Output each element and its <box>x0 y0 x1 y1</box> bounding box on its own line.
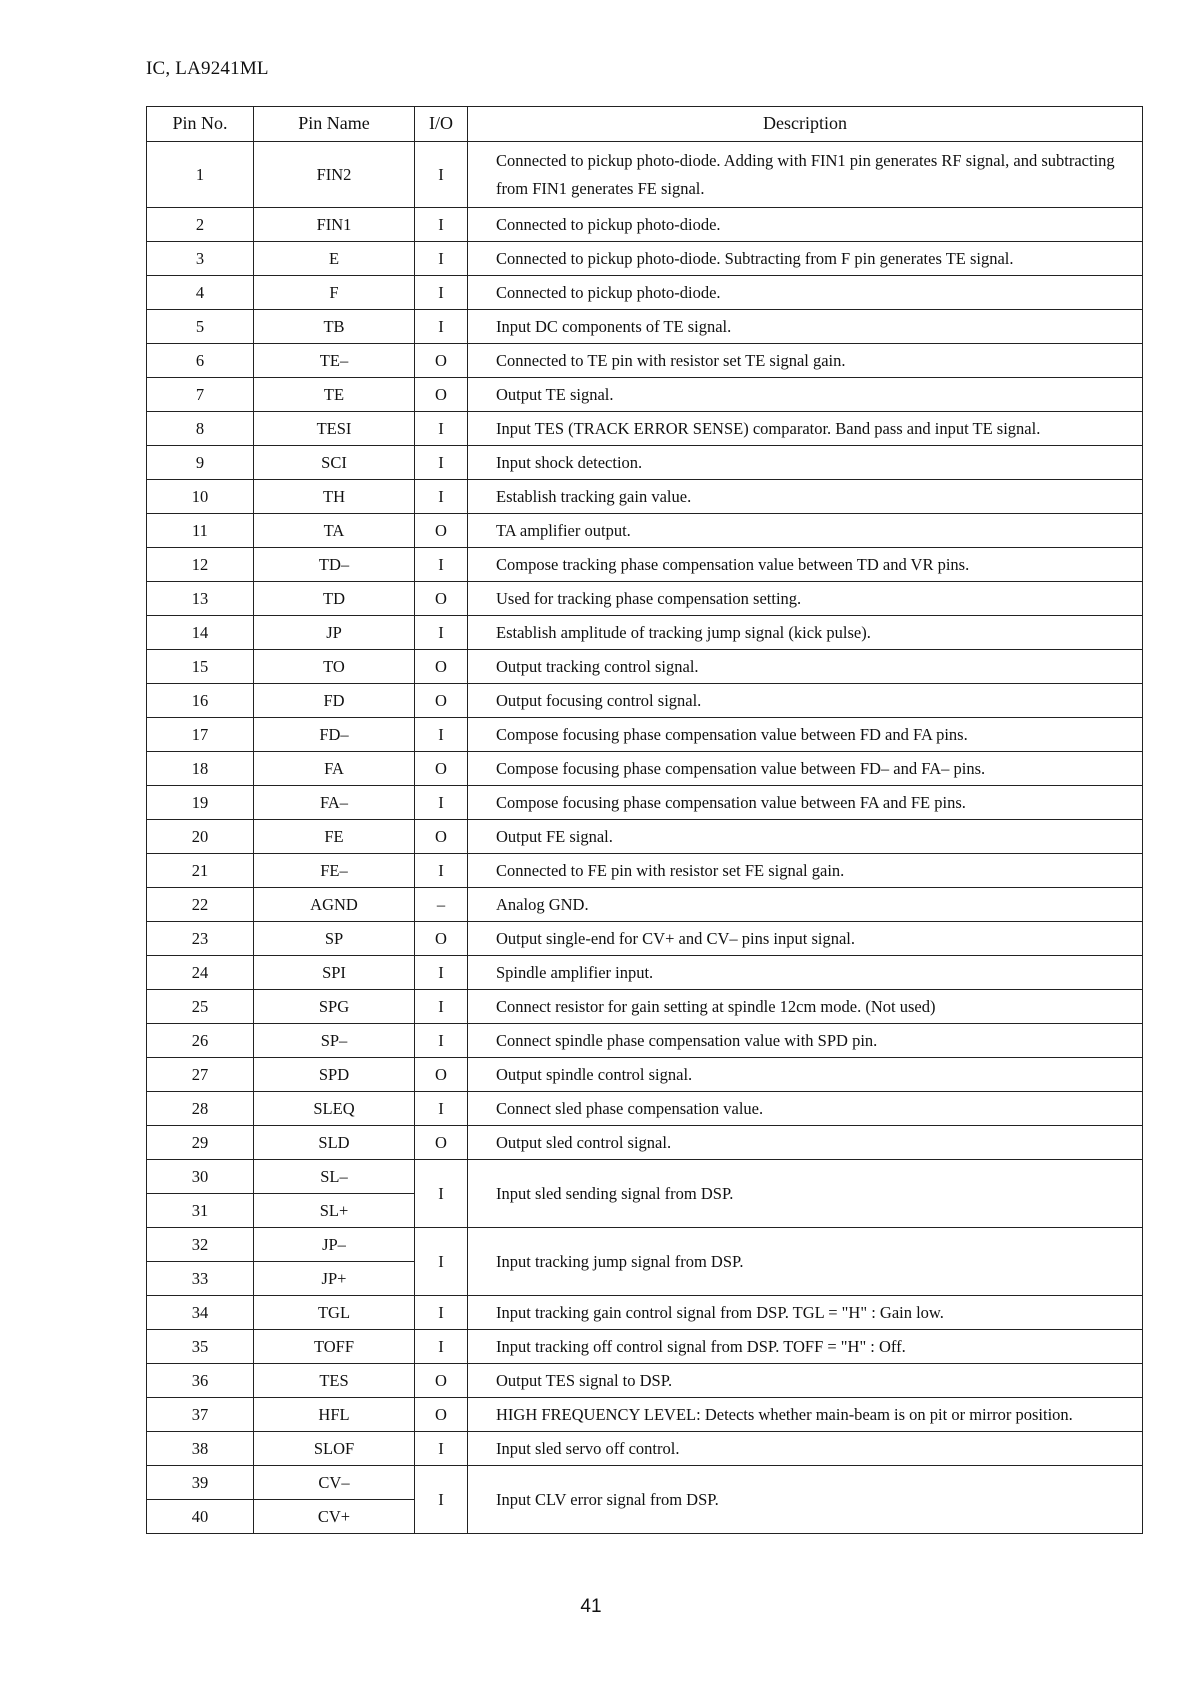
table-row <box>147 242 1143 276</box>
table-row <box>147 208 1143 242</box>
io-cell: I <box>415 1024 468 1058</box>
description-cell: Establish amplitude of tracking jump signal (kick pulse). <box>468 616 1143 650</box>
description-cell: Connected to pickup photo-diode. Adding with FIN1 pin generates RF signal, and subtracting from FIN1 generates FE signal. <box>468 142 1143 208</box>
table-row <box>147 1024 1143 1058</box>
description-cell: Connected to FE pin with resistor set FE signal gain. <box>468 854 1143 888</box>
pin-number-cell: 27 <box>147 1058 254 1092</box>
table-row <box>147 1364 1143 1398</box>
description-cell: Input TES (TRACK ERROR SENSE) comparator. Band pass and input TE signal. <box>468 412 1143 446</box>
pin-number-cell: 36 <box>147 1364 254 1398</box>
pin-name-cell: JP– <box>254 1228 415 1262</box>
pin-number-cell: 38 <box>147 1432 254 1466</box>
io-cell: O <box>415 922 468 956</box>
description-cell: Input CLV error signal from DSP. <box>468 1466 1143 1534</box>
pin-number-cell: 33 <box>147 1262 254 1296</box>
header-io: I/O <box>415 107 468 142</box>
description-cell: Output TES signal to DSP. <box>468 1364 1143 1398</box>
table-row <box>147 412 1143 446</box>
description-cell: Establish tracking gain value. <box>468 480 1143 514</box>
table-row <box>147 582 1143 616</box>
table-header-row <box>147 107 1143 142</box>
pin-name-cell: CV– <box>254 1466 415 1500</box>
io-cell: I <box>415 1092 468 1126</box>
pin-number-cell: 20 <box>147 820 254 854</box>
pin-number-cell: 15 <box>147 650 254 684</box>
pin-name-cell: TES <box>254 1364 415 1398</box>
table-row <box>147 1160 1143 1194</box>
table-row <box>147 888 1143 922</box>
table-row <box>147 616 1143 650</box>
pin-name-cell: SL+ <box>254 1194 415 1228</box>
header-pin-no: Pin No. <box>147 107 254 142</box>
description-cell: Output TE signal. <box>468 378 1143 412</box>
table-row <box>147 548 1143 582</box>
io-cell: I <box>415 1432 468 1466</box>
pin-number-cell: 31 <box>147 1194 254 1228</box>
pin-table-body <box>147 142 1143 1534</box>
description-cell: Analog GND. <box>468 888 1143 922</box>
table-row <box>147 378 1143 412</box>
table-row <box>147 446 1143 480</box>
pin-number-cell: 6 <box>147 344 254 378</box>
description-cell: Connect sled phase compensation value. <box>468 1092 1143 1126</box>
io-cell: I <box>415 412 468 446</box>
io-cell: I <box>415 446 468 480</box>
pin-number-cell: 18 <box>147 752 254 786</box>
table-row <box>147 1126 1143 1160</box>
pin-name-cell: FD <box>254 684 415 718</box>
io-cell: I <box>415 548 468 582</box>
io-cell: I <box>415 990 468 1024</box>
pin-number-cell: 32 <box>147 1228 254 1262</box>
table-row <box>147 1398 1143 1432</box>
pin-number-cell: 17 <box>147 718 254 752</box>
table-row <box>147 480 1143 514</box>
description-cell: Input sled sending signal from DSP. <box>468 1160 1143 1228</box>
pin-name-cell: HFL <box>254 1398 415 1432</box>
pin-number-cell: 10 <box>147 480 254 514</box>
description-cell: Input sled servo off control. <box>468 1432 1143 1466</box>
io-cell: I <box>415 208 468 242</box>
description-cell: Input tracking jump signal from DSP. <box>468 1228 1143 1296</box>
table-row <box>147 1058 1143 1092</box>
description-cell: Input shock detection. <box>468 446 1143 480</box>
description-cell: Used for tracking phase compensation setting. <box>468 582 1143 616</box>
io-cell: O <box>415 1126 468 1160</box>
pin-name-cell: TD– <box>254 548 415 582</box>
pin-number-cell: 8 <box>147 412 254 446</box>
pin-number-cell: 24 <box>147 956 254 990</box>
description-cell: HIGH FREQUENCY LEVEL: Detects whether main-beam is on pit or mirror position. <box>468 1398 1143 1432</box>
pin-number-cell: 9 <box>147 446 254 480</box>
io-cell: O <box>415 514 468 548</box>
pin-name-cell: TO <box>254 650 415 684</box>
io-cell: I <box>415 480 468 514</box>
io-cell: O <box>415 650 468 684</box>
io-cell: I <box>415 1466 468 1534</box>
header-pin-name: Pin Name <box>254 107 415 142</box>
pin-number-cell: 3 <box>147 242 254 276</box>
pin-number-cell: 39 <box>147 1466 254 1500</box>
pin-number-cell: 12 <box>147 548 254 582</box>
table-row <box>147 684 1143 718</box>
pin-number-cell: 37 <box>147 1398 254 1432</box>
io-cell: I <box>415 956 468 990</box>
io-cell: O <box>415 752 468 786</box>
pin-name-cell: SP <box>254 922 415 956</box>
pin-name-cell: FD– <box>254 718 415 752</box>
description-cell: Input DC components of TE signal. <box>468 310 1143 344</box>
pin-number-cell: 34 <box>147 1296 254 1330</box>
description-cell: Spindle amplifier input. <box>468 956 1143 990</box>
pin-name-cell: E <box>254 242 415 276</box>
pin-name-cell: JP <box>254 616 415 650</box>
pin-name-cell: TB <box>254 310 415 344</box>
pin-number-cell: 35 <box>147 1330 254 1364</box>
pin-table <box>146 106 1143 1534</box>
pin-name-cell: FIN2 <box>254 142 415 208</box>
io-cell: I <box>415 142 468 208</box>
pin-number-cell: 5 <box>147 310 254 344</box>
table-row <box>147 956 1143 990</box>
description-cell: Compose focusing phase compensation value between FA and FE pins. <box>468 786 1143 820</box>
table-row <box>147 786 1143 820</box>
description-cell: TA amplifier output. <box>468 514 1143 548</box>
pin-number-cell: 4 <box>147 276 254 310</box>
pin-number-cell: 16 <box>147 684 254 718</box>
table-row <box>147 1466 1143 1500</box>
pin-name-cell: F <box>254 276 415 310</box>
pin-name-cell: FA– <box>254 786 415 820</box>
description-cell: Input tracking gain control signal from DSP. TGL = "H" : Gain low. <box>468 1296 1143 1330</box>
io-cell: O <box>415 684 468 718</box>
io-cell: I <box>415 1228 468 1296</box>
pin-number-cell: 28 <box>147 1092 254 1126</box>
io-cell: I <box>415 718 468 752</box>
io-cell: O <box>415 820 468 854</box>
pin-number-cell: 26 <box>147 1024 254 1058</box>
description-cell: Output FE signal. <box>468 820 1143 854</box>
description-cell: Output tracking control signal. <box>468 650 1143 684</box>
io-cell: O <box>415 1058 468 1092</box>
description-cell: Input tracking off control signal from DSP. TOFF = "H" : Off. <box>468 1330 1143 1364</box>
io-cell: I <box>415 1330 468 1364</box>
table-row <box>147 1092 1143 1126</box>
pin-number-cell: 2 <box>147 208 254 242</box>
table-row <box>147 990 1143 1024</box>
table-row <box>147 1330 1143 1364</box>
pin-name-cell: TOFF <box>254 1330 415 1364</box>
table-row <box>147 1296 1143 1330</box>
pin-number-cell: 29 <box>147 1126 254 1160</box>
pin-name-cell: SLOF <box>254 1432 415 1466</box>
io-cell: O <box>415 1364 468 1398</box>
pin-name-cell: TE <box>254 378 415 412</box>
table-row <box>147 820 1143 854</box>
pin-name-cell: FIN1 <box>254 208 415 242</box>
io-cell: I <box>415 786 468 820</box>
table-row <box>147 1228 1143 1262</box>
pin-name-cell: SCI <box>254 446 415 480</box>
io-cell: O <box>415 344 468 378</box>
description-cell: Compose focusing phase compensation value between FD– and FA– pins. <box>468 752 1143 786</box>
table-row <box>147 922 1143 956</box>
pin-name-cell: TH <box>254 480 415 514</box>
pin-number-cell: 40 <box>147 1500 254 1534</box>
pin-name-cell: TESI <box>254 412 415 446</box>
table-row <box>147 1432 1143 1466</box>
io-cell: I <box>415 276 468 310</box>
io-cell: O <box>415 1398 468 1432</box>
description-cell: Connected to pickup photo-diode. Subtracting from F pin generates TE signal. <box>468 242 1143 276</box>
description-cell: Compose tracking phase compensation value between TD and VR pins. <box>468 548 1143 582</box>
table-row <box>147 344 1143 378</box>
table-row <box>147 276 1143 310</box>
table-row <box>147 854 1143 888</box>
pin-name-cell: SPD <box>254 1058 415 1092</box>
pin-name-cell: TE– <box>254 344 415 378</box>
table-row <box>147 142 1143 208</box>
table-row <box>147 310 1143 344</box>
description-cell: Connect resistor for gain setting at spindle 12cm mode. (Not used) <box>468 990 1143 1024</box>
io-cell: I <box>415 616 468 650</box>
io-cell: – <box>415 888 468 922</box>
description-cell: Connect spindle phase compensation value with SPD pin. <box>468 1024 1143 1058</box>
pin-number-cell: 25 <box>147 990 254 1024</box>
description-cell: Output sled control signal. <box>468 1126 1143 1160</box>
pin-name-cell: TA <box>254 514 415 548</box>
io-cell: I <box>415 854 468 888</box>
pin-number-cell: 14 <box>147 616 254 650</box>
pin-number-cell: 13 <box>147 582 254 616</box>
pin-name-cell: CV+ <box>254 1500 415 1534</box>
pin-number-cell: 11 <box>147 514 254 548</box>
pin-number-cell: 7 <box>147 378 254 412</box>
description-cell: Connected to TE pin with resistor set TE signal gain. <box>468 344 1143 378</box>
pin-number-cell: 23 <box>147 922 254 956</box>
io-cell: I <box>415 1296 468 1330</box>
pin-name-cell: FE– <box>254 854 415 888</box>
description-cell: Connected to pickup photo-diode. <box>468 208 1143 242</box>
pin-number-cell: 1 <box>147 142 254 208</box>
description-cell: Output spindle control signal. <box>468 1058 1143 1092</box>
pin-name-cell: FE <box>254 820 415 854</box>
description-cell: Connected to pickup photo-diode. <box>468 276 1143 310</box>
table-row <box>147 650 1143 684</box>
pin-number-cell: 19 <box>147 786 254 820</box>
pin-name-cell: SLEQ <box>254 1092 415 1126</box>
description-cell: Compose focusing phase compensation value between FD and FA pins. <box>468 718 1143 752</box>
pin-name-cell: SLD <box>254 1126 415 1160</box>
pin-name-cell: TD <box>254 582 415 616</box>
header-description: Description <box>468 107 1143 142</box>
pin-number-cell: 21 <box>147 854 254 888</box>
io-cell: I <box>415 310 468 344</box>
pin-name-cell: FA <box>254 752 415 786</box>
pin-name-cell: SP– <box>254 1024 415 1058</box>
table-row <box>147 752 1143 786</box>
page-number: 41 <box>580 1596 602 1617</box>
pin-name-cell: JP+ <box>254 1262 415 1296</box>
io-cell: O <box>415 378 468 412</box>
document-title: IC, LA9241ML <box>146 58 269 79</box>
table-row <box>147 718 1143 752</box>
description-cell: Output single-end for CV+ and CV– pins input signal. <box>468 922 1143 956</box>
pin-name-cell: TGL <box>254 1296 415 1330</box>
pin-name-cell: SL– <box>254 1160 415 1194</box>
table-row <box>147 514 1143 548</box>
pin-number-cell: 30 <box>147 1160 254 1194</box>
pin-number-cell: 22 <box>147 888 254 922</box>
description-cell: Output focusing control signal. <box>468 684 1143 718</box>
io-cell: I <box>415 242 468 276</box>
pin-name-cell: SPG <box>254 990 415 1024</box>
io-cell: O <box>415 582 468 616</box>
pin-name-cell: AGND <box>254 888 415 922</box>
io-cell: I <box>415 1160 468 1228</box>
pin-name-cell: SPI <box>254 956 415 990</box>
